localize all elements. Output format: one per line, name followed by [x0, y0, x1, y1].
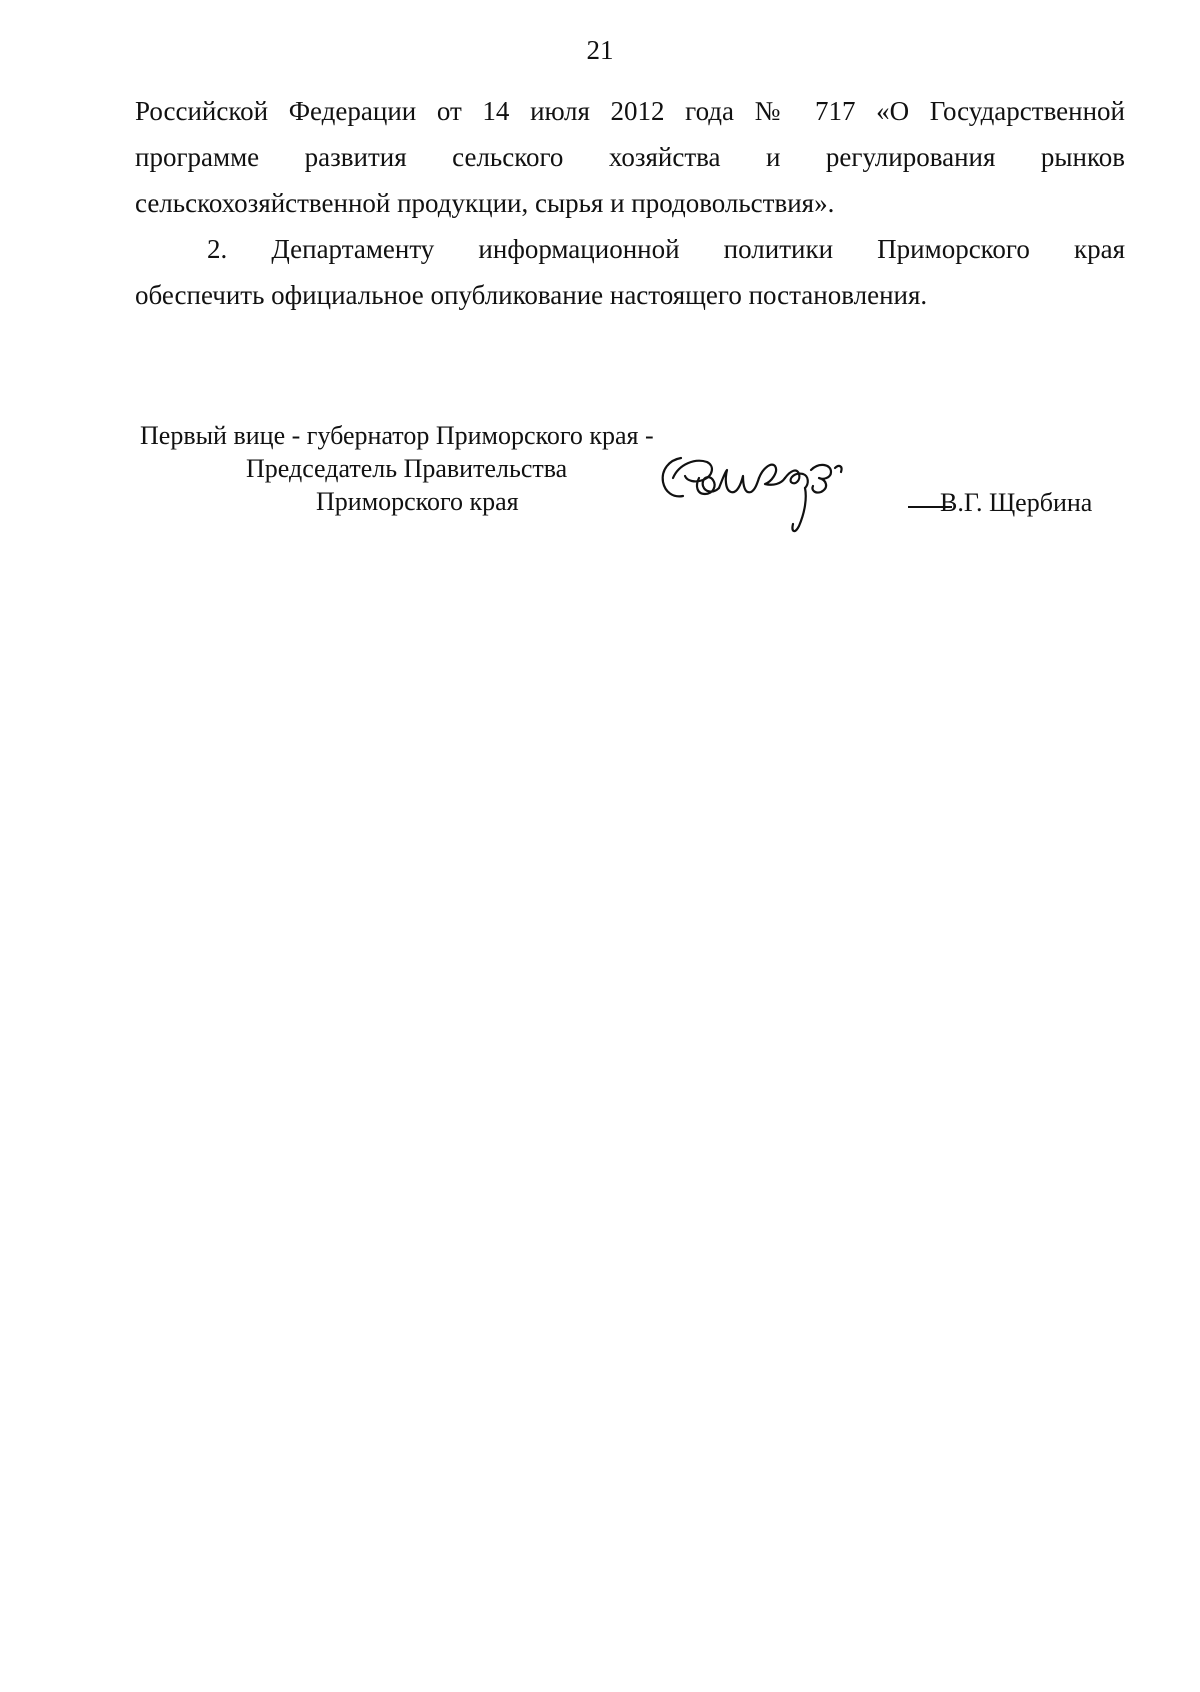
signatory-title-line: Приморского края: [316, 487, 519, 516]
body-line: обеспечить официальное опубликование настоящего постановления.: [135, 280, 928, 310]
body-line: сельскохозяйственной продукции, сырья и продовольствия».: [135, 188, 835, 218]
body-line: Российской Федерации от 14 июля 2012 года № 717 «О Государственной: [135, 96, 1125, 126]
handwritten-signature: [655, 448, 905, 548]
page-number: 21: [586, 35, 614, 65]
paragraph-2: [135, 226, 1125, 318]
body-line: 2. Департаменту информационной политики Приморского края: [207, 234, 1125, 264]
document-body: [135, 88, 1125, 318]
body-line: программе развития сельского хозяйства и регулирования рынков: [135, 142, 1125, 172]
signatory-title-line: Первый вице - губернатор Приморского края -: [140, 421, 654, 450]
signatory-title-line: Председатель Правительства: [246, 454, 568, 483]
paragraph-continuation: [135, 88, 1125, 226]
signer-name: В.Г. Щербина: [940, 488, 1093, 517]
